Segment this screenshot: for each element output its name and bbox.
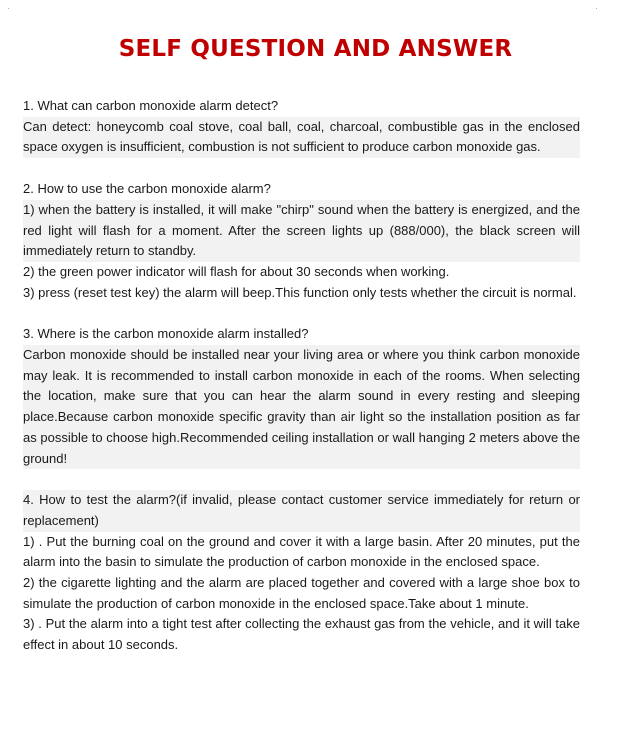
qa-section-1 — [23, 96, 580, 158]
page-title: SELF QUESTION AND ANSWER — [118, 36, 513, 62]
answer-2-paragraph-3: 3) press (reset test key) the alarm will beep.This function only tests whether the circuit is normal. — [23, 284, 577, 300]
answer-3-paragraph-1: Carbon monoxide should be installed near your living area or where you think carbon monoxide may leak. It is recommended to install carbon monoxide in each of the rooms. When selecting the location, make sure that you can hear the alarm sound in every resting and sleeping place.Because carbon monoxide specific gravity than air light so the installation position as far as possible to choose high.Recommended ceiling installation or wall hanging 2 meters above the ground! — [23, 345, 580, 469]
answer-4-paragraph-2: 2) the cigarette lighting and the alarm are placed together and covered with a large shoe box to simulate the production of carbon monoxide in the enclosed space.Take about 1 minute. — [23, 575, 580, 611]
answer-4-paragraph-3: 3) . Put the alarm into a tight test after collecting the exhaust gas from the vehicle, and it will take effect in about 10 seconds. — [23, 616, 580, 653]
qa-section-3 — [23, 324, 580, 469]
answer-2-paragraph-1: 1) when the battery is installed, it will make "chirp" sound when the battery is energized, and the red light will flash for a moment. After the screen lights up (888/000), the black screen will immediately return to standby. — [23, 200, 580, 262]
qa-section-2 — [23, 179, 580, 303]
qa-section-4 — [23, 490, 580, 656]
question-1: 1. What can carbon monoxide alarm detect? — [23, 98, 279, 113]
page-corner-mark-right — [596, 8, 597, 9]
question-4: 4. How to test the alarm?(if invalid, please contact customer service immediately for return or replacement) — [23, 490, 580, 531]
answer-1-paragraph-1: Can detect: honeycomb coal stove, coal ball, coal, charcoal, combustible gas in the enclosed space oxygen is insufficient, combustion is not sufficient to produce carbon monoxide gas. — [23, 117, 580, 158]
question-3: 3. Where is the carbon monoxide alarm installed? — [23, 326, 309, 342]
qa-document — [23, 96, 580, 677]
page-corner-mark-left — [8, 8, 9, 9]
question-2: 2. How to use the carbon monoxide alarm? — [23, 181, 271, 197]
answer-2-paragraph-2: 2) the green power indicator will flash for about 30 seconds when working. — [23, 263, 450, 279]
answer-4-paragraph-1: 1) . Put the burning coal on the ground and cover it with a large basin. After 20 minutes, put the alarm into the basin to simulate the production of carbon monoxide in the enclosed space. — [23, 533, 580, 570]
